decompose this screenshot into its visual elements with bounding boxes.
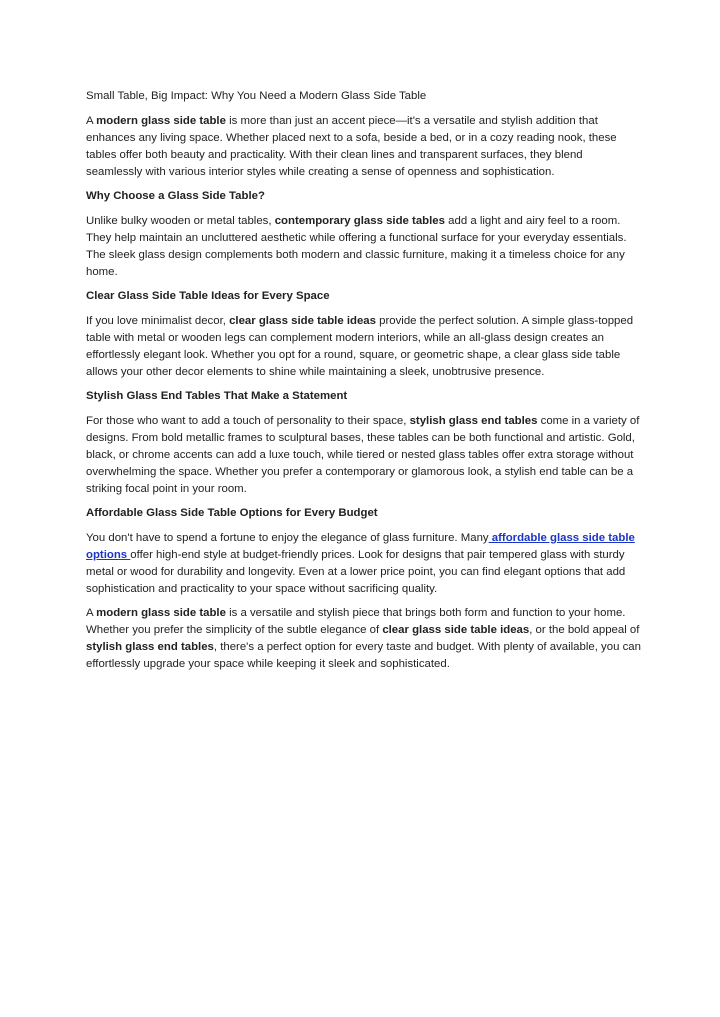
section3-text-c: come in a variety of designs. From bold metallic frames to sculptural bases, these tables can be both functional and artistic. Gold, black, or chrome accents can add a luxe touch, while tiered or nested glass tables offer extra storage without overwhelming the space. Whether you prefer a contemporary or glamorous look, a stylish end table can be a striking focal point in your room. [86,415,640,495]
section-paragraph-why-choose [86,213,642,281]
section4-text-c: offer high-end style at budget-friendly prices. Look for designs that pair tempered glass with sturdy metal or wood for durability and longevity. Even at a lower price point, you can find elegant options that add sophistication and practicality to your space without sacrificing quality. [86,549,626,595]
conclusion-keyword-3: stylish glass end tables [86,641,214,653]
section2-text-c: provide the perfect solution. A simple glass-topped table with metal or wooden legs can complement modern interiors, while an all-glass design creates an effortlessly elegant look. Whether you opt for a round, square, or geometric shape, a clear glass side table allows your other decor elements to shine while maintaining a sleek, unobtrusive presence. [86,315,634,378]
conclusion-text-a: A [86,607,97,619]
section2-text-a: If you love minimalist decor, [86,315,230,327]
section-paragraph-stylish-end-tables [86,413,642,498]
section3-keyword: stylish glass end tables [409,415,538,427]
conclusion-keyword-2: clear glass side table ideas [382,624,530,636]
section-heading-stylish-end-tables: Stylish Glass End Tables That Make a Statement [86,390,348,402]
section1-keyword: contemporary glass side tables [274,215,445,227]
conclusion-text-c: is a versatile and stylish piece that brings both form and function to your home. Whether you prefer the simplicity of the subtle elegance of [86,607,626,636]
section-heading-affordable: Affordable Glass Side Table Options for Every Budget [86,507,378,519]
section4-text-a: You don't have to spend a fortune to enjoy the elegance of glass furniture. Many [86,532,489,544]
document-title: Small Table, Big Impact: Why You Need a Modern Glass Side Table [86,90,427,102]
intro-text-c: is more than just an accent piece—it's a versatile and stylish addition that enhances any living space. Whether placed next to a sofa, beside a bed, or in a cozy reading nook, these tables offer both beauty and practicality. With their clean lines and transparent surfaces, they blend seamlessly with various interior styles while creating a sense of openness and sophistication. [86,115,617,178]
section1-text-c: add a light and airy feel to a room. They help maintain an uncluttered aesthetic while offering a functional surface for your everyday essentials. The sleek glass design complements both modern and classic furniture, making it a timeless choice for any home. [86,215,627,278]
section-paragraph-affordable [86,530,642,598]
section-heading-clear-glass: Clear Glass Side Table Ideas for Every Space [86,290,330,302]
intro-text-a: A [86,115,97,127]
conclusion-paragraph [86,605,642,673]
section-heading-why-choose: Why Choose a Glass Side Table? [86,190,265,202]
conclusion-text-d: , or the bold appeal of [529,624,640,636]
conclusion-text-e: , there's a perfect option for every taste and budget. With plenty of available, you can effortlessly upgrade your space while keeping it sleek and sophisticated. [86,641,641,670]
section2-keyword: clear glass side table ideas [229,315,376,327]
section1-text-a: Unlike bulky wooden or metal tables, [86,215,275,227]
intro-keyword: modern glass side table [96,115,226,127]
section3-text-a: For those who want to add a touch of personality to their space, [86,415,410,427]
conclusion-keyword-1: modern glass side table [96,607,226,619]
affordable-options-link[interactable]: affordable glass side table options [86,532,635,561]
intro-paragraph [86,113,642,181]
document-body [86,88,642,680]
section-paragraph-clear-glass [86,313,642,381]
